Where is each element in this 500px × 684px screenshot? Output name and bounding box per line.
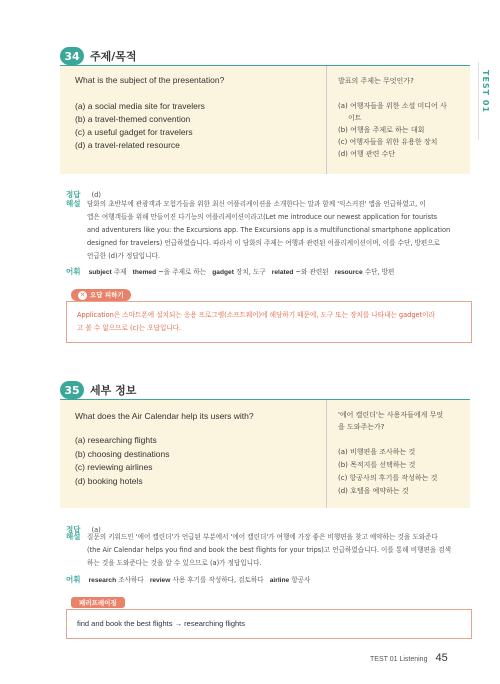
q35-option-en: (b) choosing destinations [75, 448, 170, 459]
q35-option-en: (a) researching flights [75, 435, 157, 445]
q34-option-en: (d) a travel-related resource [75, 140, 180, 150]
q35-option-en: (d) booking hotels [75, 475, 143, 486]
q35-explanation-label: 해설 [66, 532, 81, 541]
vocab-word: themed [132, 269, 157, 276]
q35-option-ko: (a) 비행편을 조사하는 것 [338, 448, 416, 456]
footer [370, 652, 448, 664]
q34-option-ko: (b) 여행을 주제로 하는 대회 [338, 126, 425, 134]
vocab-word: resource [334, 269, 363, 276]
page-number: 45 [435, 652, 448, 664]
vocab-meaning: 주제 [113, 268, 127, 276]
q35-header [60, 381, 136, 399]
q35-answer-value: (a) [91, 526, 101, 534]
vocab-word: gadget [212, 269, 234, 276]
side-tab-label: TEST 01 [481, 70, 490, 114]
q34-options-en [75, 101, 205, 153]
vocab-meaning: 사용 후기를 작성하다, 검토하다 [172, 576, 264, 584]
q34-header [60, 47, 137, 65]
footer-section: TEST 01 Listening [370, 656, 428, 663]
q34-wrong-line: 고 볼 수 없으므로 (c)는 오답입니다. [77, 324, 182, 332]
q35-explanation-line: 질문의 키워드인 '에어 캘린더'가 언급된 부분에서 '에어 캘린더'가 여행에 가장 좋은 비행편을 찾고 예약하는 것을 도와준다 [87, 533, 438, 541]
q35-option-ko: (d) 호텔을 예약하는 것 [338, 487, 409, 495]
q34-explanation-line: 담화의 초반부에 관광객과 모험가들을 위한 최신 어플리케이션을 소개한다는 말과 함께 '익스커젼' 앱을 언급하였고, 이 [87, 200, 426, 208]
q35-vocab-label: 어휘 [66, 575, 81, 584]
q35-option-ko: (b) 목적지를 선택하는 것 [338, 461, 416, 469]
q35-paraphrase-box [66, 609, 472, 639]
q34-option-ko: (a) 여행자들을 위한 소셜 미디어 사 [338, 102, 447, 110]
q34-wrong-tag [71, 289, 131, 301]
vocab-meaning: 조사하다 [118, 576, 144, 584]
q34-divider [326, 66, 327, 174]
q35-explanation-line: 하는 것을 도와준다는 것을 알 수 있으므로 (a)가 정답입니다. [87, 559, 262, 567]
q34-explanation-label: 해설 [66, 199, 81, 208]
q34-options-ko [338, 100, 447, 160]
side-tab [478, 62, 495, 140]
q34-type: 주제/목적 [90, 50, 137, 63]
vocab-meaning: 수단, 방편 [364, 268, 395, 276]
q35-divider [326, 400, 327, 508]
vocab-word: research [88, 577, 117, 584]
q34-explanation-line: 언급한 (d)가 정답입니다. [87, 252, 160, 260]
q34-vocab [66, 266, 394, 277]
q34-question-ko: 발표의 주제는 무엇인가? [338, 77, 414, 85]
q34-answer-value: (d) [91, 191, 101, 199]
q34-wrong-tag-label: 오답 피하기 [90, 291, 124, 299]
vocab-word: related [271, 269, 294, 276]
q34-explanation-text [87, 198, 450, 263]
q35-paraphrase-tag: 패러프레이징 [71, 597, 125, 608]
q34-explanation-line: designed for travelers) 언급하였습니다. 따라서 이 담화의 주제는 여행과 관련된 어플리케이션이며, 이를 수단, 방편으로 [87, 239, 441, 247]
q35-vocab [66, 574, 310, 585]
q34-option-ko: (d) 여행 관련 수단 [338, 150, 396, 158]
q35-question-box [60, 400, 470, 508]
q35-type: 세부 정보 [90, 384, 137, 397]
q34-option-en: (c) a useful gadget for travelers [75, 127, 193, 137]
q35-explanation-line: (the Air Calendar helps you find and book the best flights for your trips)고 언급하였습니다. 이를 통해 비행편을 검색 [87, 546, 452, 554]
q34-answer-label: 정답 [66, 190, 81, 199]
q34-number: 34 [60, 47, 84, 65]
q34-option-ko: (c) 여행자들을 위한 유용한 장치 [338, 138, 438, 146]
q35-explanation-text [87, 531, 451, 570]
q35-options-ko [338, 446, 437, 498]
vocab-meaning: 장치, 도구 [236, 268, 266, 276]
q34-wrong-line: Application은 스마트폰에 설치되는 응용 프로그램(소프트웨어)에 해당하기 때문에, 도구 또는 장치를 나타내는 gadget이라 [77, 311, 435, 319]
q34-vocab-label: 어휘 [66, 267, 81, 276]
q34-option-en: (b) a travel-themed convention [75, 114, 191, 124]
q34-explanation-line: 앱은 여행객들을 위해 만들어진 다기능의 어플리케이션이라고(Let me introduce our newest application for tourists [87, 213, 438, 221]
q34-wrong-text [77, 309, 435, 335]
vocab-word: airline [269, 577, 290, 584]
q35-number: 35 [60, 381, 84, 399]
q34-question-box [60, 66, 470, 174]
close-icon: ✕ [79, 291, 86, 299]
q34-explanation-line: and adventurers like you: the Excursions app. The Excursions app is a multifunctional smartphone application [87, 226, 451, 234]
q35-question-ko-line: 을 도와주는가? [338, 423, 385, 431]
q35-paraphrase-text: find and book the best flights → researching flights [77, 619, 246, 628]
q35-option-en: (c) reviewing airlines [75, 462, 153, 472]
q34-wrong-box [66, 301, 472, 343]
q35-answer-label: 정답 [66, 525, 81, 534]
q34-question-en: What is the subject of the presentation? [75, 75, 225, 85]
vocab-meaning: ~을 주제로 하는 [158, 268, 207, 276]
vocab-meaning: ~와 관련된 [295, 268, 329, 276]
q35-option-ko: (c) 항공사의 후기를 작성하는 것 [338, 474, 438, 482]
vocab-meaning: 항공사 [291, 576, 311, 584]
q35-options-en [75, 435, 170, 489]
vocab-word: review [149, 577, 171, 584]
q34-option-ko: 이트 [348, 114, 362, 122]
q35-question-en: What does the Air Calendar help its users with? [75, 411, 254, 421]
q34-option-en: (a) a social media site for travelers [75, 101, 205, 111]
q35-question-ko [338, 409, 443, 433]
q35-question-ko-line: '에어 캘린더'는 사용자들에게 무엇 [338, 411, 444, 419]
vocab-word: subject [88, 269, 112, 276]
